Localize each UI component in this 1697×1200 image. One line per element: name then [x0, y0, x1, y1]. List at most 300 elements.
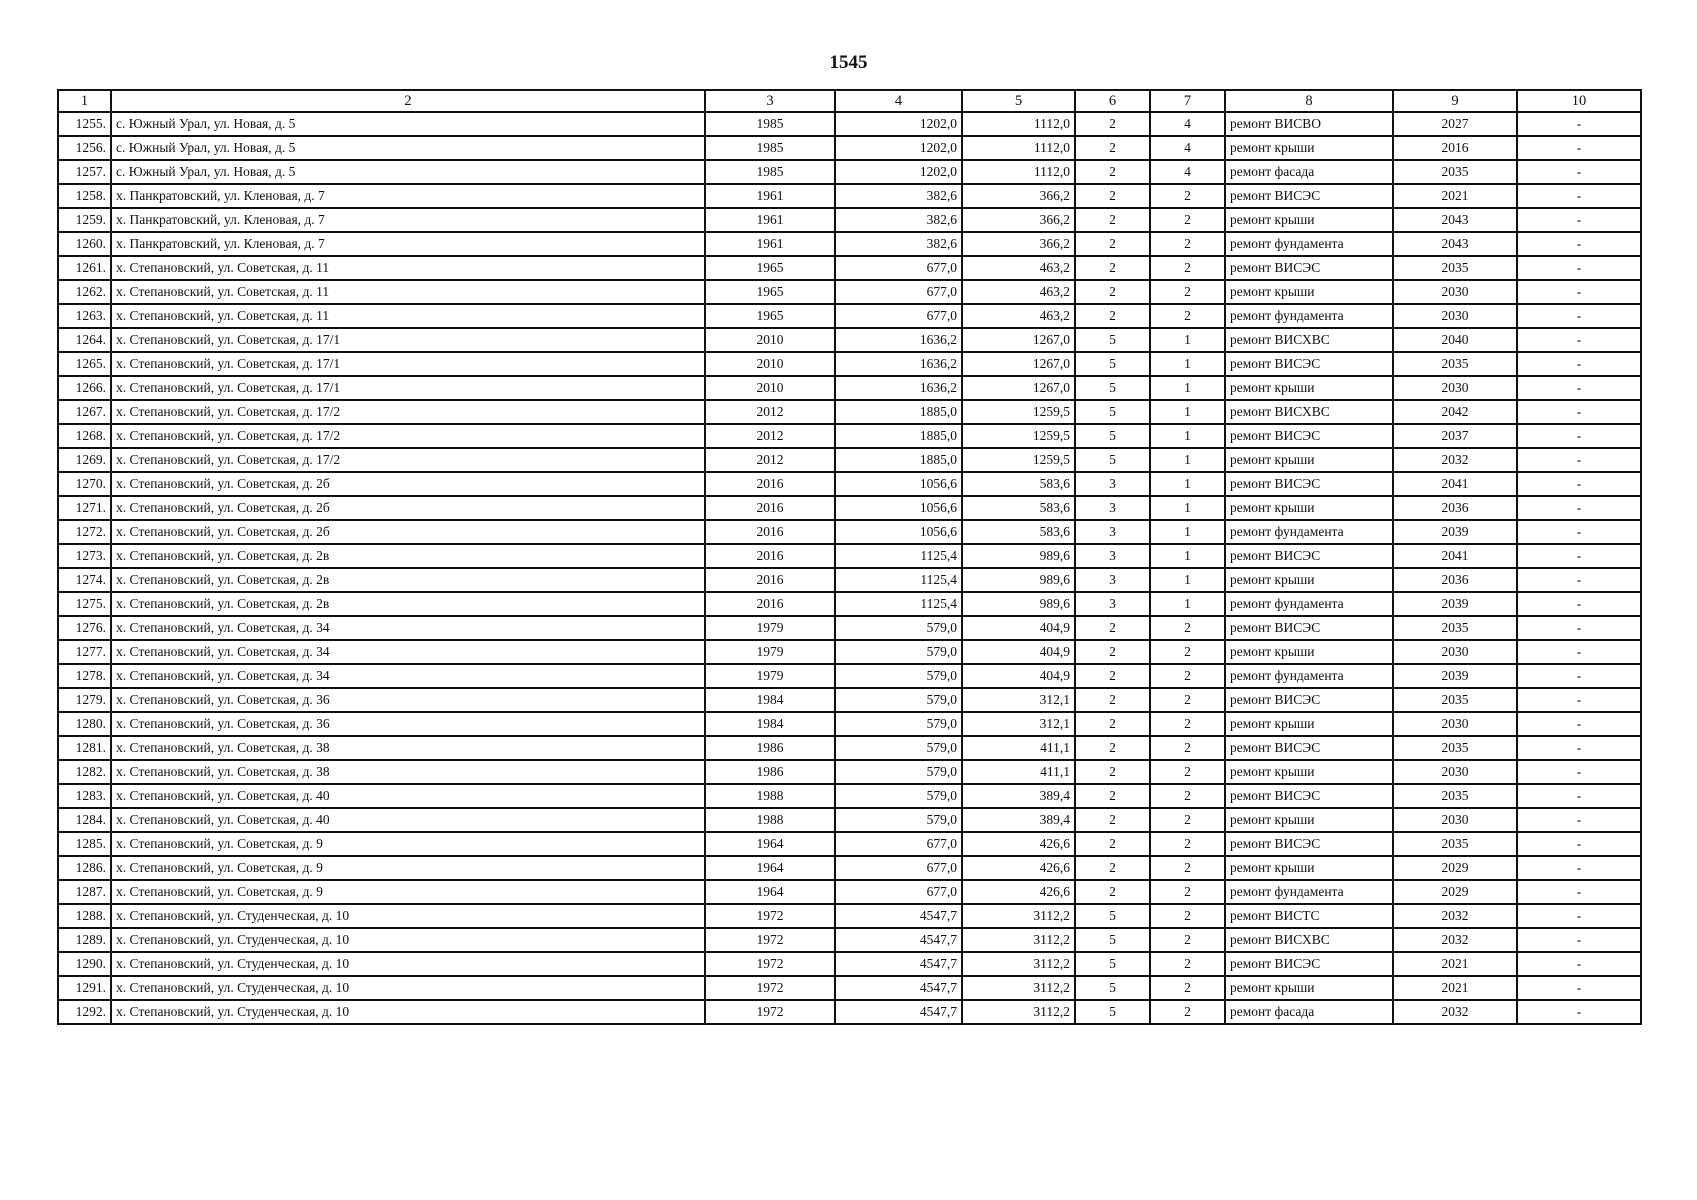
- work-type-cell: ремонт крыши: [1225, 280, 1393, 304]
- entrances-cell: 1: [1150, 472, 1225, 496]
- planned-year-cell: 2032: [1393, 448, 1517, 472]
- planned-year-cell: 2021: [1393, 184, 1517, 208]
- table-row: [58, 808, 1641, 832]
- work-type-cell: ремонт ВИСЭС: [1225, 616, 1393, 640]
- year-cell: 1986: [705, 760, 835, 784]
- floors-cell: 2: [1075, 256, 1150, 280]
- row-number-cell: 1278.: [58, 664, 111, 688]
- entrances-cell: 2: [1150, 976, 1225, 1000]
- table-row: [58, 304, 1641, 328]
- note-cell: -: [1517, 832, 1641, 856]
- living-area-cell: 3112,2: [962, 1000, 1075, 1024]
- planned-year-cell: 2041: [1393, 544, 1517, 568]
- address-cell: х. Панкратовский, ул. Кленовая, д. 7: [111, 208, 705, 232]
- table-row: [58, 904, 1641, 928]
- living-area-cell: 312,1: [962, 712, 1075, 736]
- table-row: [58, 832, 1641, 856]
- work-type-cell: ремонт крыши: [1225, 376, 1393, 400]
- entrances-cell: 1: [1150, 424, 1225, 448]
- work-type-cell: ремонт ВИСТС: [1225, 904, 1393, 928]
- entrances-cell: 4: [1150, 136, 1225, 160]
- planned-year-cell: 2035: [1393, 832, 1517, 856]
- address-cell: х. Степановский, ул. Советская, д. 11: [111, 256, 705, 280]
- work-type-cell: ремонт крыши: [1225, 712, 1393, 736]
- floors-cell: 5: [1075, 976, 1150, 1000]
- column-header: 5: [962, 90, 1075, 112]
- note-cell: -: [1517, 472, 1641, 496]
- address-cell: с. Южный Урал, ул. Новая, д. 5: [111, 136, 705, 160]
- total-area-cell: 4547,7: [835, 904, 962, 928]
- planned-year-cell: 2039: [1393, 520, 1517, 544]
- work-type-cell: ремонт ВИСЭС: [1225, 688, 1393, 712]
- planned-year-cell: 2021: [1393, 976, 1517, 1000]
- entrances-cell: 2: [1150, 688, 1225, 712]
- row-number-cell: 1290.: [58, 952, 111, 976]
- note-cell: -: [1517, 952, 1641, 976]
- table-row: [58, 376, 1641, 400]
- total-area-cell: 382,6: [835, 232, 962, 256]
- planned-year-cell: 2035: [1393, 160, 1517, 184]
- living-area-cell: 989,6: [962, 592, 1075, 616]
- year-cell: 2016: [705, 568, 835, 592]
- entrances-cell: 2: [1150, 616, 1225, 640]
- year-cell: 2012: [705, 424, 835, 448]
- table-row: [58, 592, 1641, 616]
- entrances-cell: 2: [1150, 904, 1225, 928]
- entrances-cell: 1: [1150, 568, 1225, 592]
- note-cell: -: [1517, 520, 1641, 544]
- floors-cell: 2: [1075, 640, 1150, 664]
- address-cell: х. Степановский, ул. Студенческая, д. 10: [111, 952, 705, 976]
- floors-cell: 5: [1075, 352, 1150, 376]
- planned-year-cell: 2030: [1393, 640, 1517, 664]
- note-cell: -: [1517, 760, 1641, 784]
- entrances-cell: 2: [1150, 664, 1225, 688]
- row-number-cell: 1262.: [58, 280, 111, 304]
- living-area-cell: 1267,0: [962, 352, 1075, 376]
- table-row: [58, 640, 1641, 664]
- column-header: 6: [1075, 90, 1150, 112]
- note-cell: -: [1517, 400, 1641, 424]
- row-number-cell: 1269.: [58, 448, 111, 472]
- floors-cell: 5: [1075, 448, 1150, 472]
- table-row: [58, 472, 1641, 496]
- work-type-cell: ремонт ВИСЭС: [1225, 736, 1393, 760]
- note-cell: -: [1517, 232, 1641, 256]
- living-area-cell: 463,2: [962, 256, 1075, 280]
- table-row: [58, 400, 1641, 424]
- planned-year-cell: 2043: [1393, 208, 1517, 232]
- floors-cell: 2: [1075, 112, 1150, 136]
- row-number-cell: 1266.: [58, 376, 111, 400]
- planned-year-cell: 2035: [1393, 256, 1517, 280]
- planned-year-cell: 2030: [1393, 808, 1517, 832]
- work-type-cell: ремонт ВИСЭС: [1225, 472, 1393, 496]
- row-number-cell: 1284.: [58, 808, 111, 832]
- table-row: [58, 976, 1641, 1000]
- address-cell: с. Южный Урал, ул. Новая, д. 5: [111, 112, 705, 136]
- total-area-cell: 579,0: [835, 808, 962, 832]
- living-area-cell: 583,6: [962, 520, 1075, 544]
- entrances-cell: 2: [1150, 640, 1225, 664]
- address-cell: х. Степановский, ул. Советская, д. 38: [111, 736, 705, 760]
- note-cell: -: [1517, 616, 1641, 640]
- planned-year-cell: 2039: [1393, 664, 1517, 688]
- year-cell: 1979: [705, 664, 835, 688]
- row-number-cell: 1291.: [58, 976, 111, 1000]
- floors-cell: 2: [1075, 616, 1150, 640]
- row-number-cell: 1271.: [58, 496, 111, 520]
- year-cell: 1964: [705, 832, 835, 856]
- table-row: [58, 112, 1641, 136]
- table-row: [58, 424, 1641, 448]
- table-row: [58, 784, 1641, 808]
- address-cell: х. Степановский, ул. Советская, д. 2в: [111, 544, 705, 568]
- work-type-cell: ремонт фундамента: [1225, 304, 1393, 328]
- floors-cell: 5: [1075, 328, 1150, 352]
- year-cell: 2016: [705, 544, 835, 568]
- row-number-cell: 1256.: [58, 136, 111, 160]
- total-area-cell: 4547,7: [835, 1000, 962, 1024]
- year-cell: 1972: [705, 928, 835, 952]
- year-cell: 1961: [705, 184, 835, 208]
- year-cell: 1965: [705, 256, 835, 280]
- year-cell: 1961: [705, 208, 835, 232]
- entrances-cell: 4: [1150, 112, 1225, 136]
- total-area-cell: 1056,6: [835, 496, 962, 520]
- work-type-cell: ремонт фасада: [1225, 1000, 1393, 1024]
- living-area-cell: 1112,0: [962, 160, 1075, 184]
- column-header: 8: [1225, 90, 1393, 112]
- table-row: [58, 760, 1641, 784]
- entrances-cell: 2: [1150, 784, 1225, 808]
- column-header: 4: [835, 90, 962, 112]
- note-cell: -: [1517, 496, 1641, 520]
- total-area-cell: 579,0: [835, 712, 962, 736]
- table-body: [58, 112, 1641, 1024]
- note-cell: -: [1517, 664, 1641, 688]
- work-type-cell: ремонт ВИСЭС: [1225, 184, 1393, 208]
- address-cell: х. Степановский, ул. Советская, д. 2в: [111, 592, 705, 616]
- note-cell: -: [1517, 160, 1641, 184]
- living-area-cell: 1259,5: [962, 448, 1075, 472]
- year-cell: 1988: [705, 784, 835, 808]
- row-number-cell: 1283.: [58, 784, 111, 808]
- floors-cell: 5: [1075, 904, 1150, 928]
- table-row: [58, 160, 1641, 184]
- entrances-cell: 1: [1150, 592, 1225, 616]
- row-number-cell: 1270.: [58, 472, 111, 496]
- table-row: [58, 232, 1641, 256]
- floors-cell: 2: [1075, 712, 1150, 736]
- row-number-cell: 1277.: [58, 640, 111, 664]
- total-area-cell: 382,6: [835, 184, 962, 208]
- table-row: [58, 736, 1641, 760]
- entrances-cell: 1: [1150, 376, 1225, 400]
- total-area-cell: 1202,0: [835, 160, 962, 184]
- living-area-cell: 1267,0: [962, 376, 1075, 400]
- entrances-cell: 2: [1150, 952, 1225, 976]
- note-cell: -: [1517, 736, 1641, 760]
- row-number-cell: 1292.: [58, 1000, 111, 1024]
- column-header: 2: [111, 90, 705, 112]
- table-row: [58, 520, 1641, 544]
- year-cell: 1984: [705, 688, 835, 712]
- work-type-cell: ремонт крыши: [1225, 640, 1393, 664]
- planned-year-cell: 2027: [1393, 112, 1517, 136]
- address-cell: х. Степановский, ул. Советская, д. 2б: [111, 520, 705, 544]
- planned-year-cell: 2040: [1393, 328, 1517, 352]
- table-row: [58, 664, 1641, 688]
- total-area-cell: 1125,4: [835, 544, 962, 568]
- address-cell: х. Степановский, ул. Советская, д. 9: [111, 856, 705, 880]
- total-area-cell: 1202,0: [835, 136, 962, 160]
- total-area-cell: 677,0: [835, 856, 962, 880]
- row-number-cell: 1267.: [58, 400, 111, 424]
- entrances-cell: 2: [1150, 304, 1225, 328]
- living-area-cell: 404,9: [962, 616, 1075, 640]
- year-cell: 2016: [705, 520, 835, 544]
- work-type-cell: ремонт фундамента: [1225, 592, 1393, 616]
- total-area-cell: 4547,7: [835, 976, 962, 1000]
- address-cell: х. Степановский, ул. Советская, д. 36: [111, 712, 705, 736]
- column-header: 3: [705, 90, 835, 112]
- note-cell: -: [1517, 376, 1641, 400]
- living-area-cell: 411,1: [962, 736, 1075, 760]
- table-row: [58, 568, 1641, 592]
- year-cell: 1972: [705, 904, 835, 928]
- floors-cell: 2: [1075, 736, 1150, 760]
- work-type-cell: ремонт ВИСХВС: [1225, 328, 1393, 352]
- entrances-cell: 2: [1150, 880, 1225, 904]
- floors-cell: 2: [1075, 688, 1150, 712]
- entrances-cell: 1: [1150, 352, 1225, 376]
- total-area-cell: 579,0: [835, 688, 962, 712]
- address-cell: х. Степановский, ул. Студенческая, д. 10: [111, 1000, 705, 1024]
- planned-year-cell: 2029: [1393, 880, 1517, 904]
- floors-cell: 2: [1075, 760, 1150, 784]
- living-area-cell: 463,2: [962, 280, 1075, 304]
- table-row: [58, 544, 1641, 568]
- floors-cell: 2: [1075, 304, 1150, 328]
- total-area-cell: 1125,4: [835, 568, 962, 592]
- year-cell: 1964: [705, 856, 835, 880]
- entrances-cell: 2: [1150, 184, 1225, 208]
- living-area-cell: 1259,5: [962, 400, 1075, 424]
- work-type-cell: ремонт фундамента: [1225, 232, 1393, 256]
- planned-year-cell: 2032: [1393, 928, 1517, 952]
- floors-cell: 3: [1075, 472, 1150, 496]
- floors-cell: 3: [1075, 496, 1150, 520]
- planned-year-cell: 2036: [1393, 568, 1517, 592]
- total-area-cell: 677,0: [835, 280, 962, 304]
- row-number-cell: 1286.: [58, 856, 111, 880]
- address-cell: х. Степановский, ул. Советская, д. 17/1: [111, 328, 705, 352]
- page-number: 1545: [829, 52, 868, 73]
- table-row: [58, 952, 1641, 976]
- year-cell: 1979: [705, 640, 835, 664]
- note-cell: -: [1517, 304, 1641, 328]
- floors-cell: 5: [1075, 1000, 1150, 1024]
- total-area-cell: 1056,6: [835, 520, 962, 544]
- total-area-cell: 579,0: [835, 616, 962, 640]
- floors-cell: 2: [1075, 856, 1150, 880]
- living-area-cell: 426,6: [962, 856, 1075, 880]
- note-cell: -: [1517, 688, 1641, 712]
- note-cell: -: [1517, 184, 1641, 208]
- entrances-cell: 4: [1150, 160, 1225, 184]
- work-type-cell: ремонт ВИСХВС: [1225, 928, 1393, 952]
- entrances-cell: 2: [1150, 808, 1225, 832]
- table-row: [58, 328, 1641, 352]
- living-area-cell: 3112,2: [962, 952, 1075, 976]
- living-area-cell: 411,1: [962, 760, 1075, 784]
- note-cell: -: [1517, 784, 1641, 808]
- column-header: 9: [1393, 90, 1517, 112]
- year-cell: 2016: [705, 472, 835, 496]
- row-number-cell: 1268.: [58, 424, 111, 448]
- floors-cell: 2: [1075, 184, 1150, 208]
- planned-year-cell: 2042: [1393, 400, 1517, 424]
- living-area-cell: 366,2: [962, 232, 1075, 256]
- row-number-cell: 1287.: [58, 880, 111, 904]
- row-number-cell: 1264.: [58, 328, 111, 352]
- entrances-cell: 1: [1150, 328, 1225, 352]
- living-area-cell: 366,2: [962, 208, 1075, 232]
- table-row: [58, 880, 1641, 904]
- address-cell: х. Степановский, ул. Советская, д. 34: [111, 640, 705, 664]
- planned-year-cell: 2041: [1393, 472, 1517, 496]
- table-row: [58, 208, 1641, 232]
- floors-cell: 5: [1075, 400, 1150, 424]
- work-type-cell: ремонт ВИСЭС: [1225, 784, 1393, 808]
- row-number-cell: 1260.: [58, 232, 111, 256]
- note-cell: -: [1517, 256, 1641, 280]
- address-cell: х. Степановский, ул. Советская, д. 34: [111, 616, 705, 640]
- row-number-cell: 1272.: [58, 520, 111, 544]
- work-type-cell: ремонт фундамента: [1225, 880, 1393, 904]
- planned-year-cell: 2035: [1393, 736, 1517, 760]
- year-cell: 1985: [705, 112, 835, 136]
- row-number-cell: 1261.: [58, 256, 111, 280]
- row-number-cell: 1281.: [58, 736, 111, 760]
- year-cell: 2012: [705, 400, 835, 424]
- total-area-cell: 1885,0: [835, 400, 962, 424]
- entrances-cell: 2: [1150, 712, 1225, 736]
- entrances-cell: 2: [1150, 1000, 1225, 1024]
- planned-year-cell: 2030: [1393, 280, 1517, 304]
- work-type-cell: ремонт ВИСХВС: [1225, 400, 1393, 424]
- floors-cell: 2: [1075, 232, 1150, 256]
- column-header: 1: [58, 90, 111, 112]
- living-area-cell: 1267,0: [962, 328, 1075, 352]
- address-cell: х. Степановский, ул. Советская, д. 17/2: [111, 400, 705, 424]
- living-area-cell: 3112,2: [962, 904, 1075, 928]
- work-type-cell: ремонт ВИСЭС: [1225, 952, 1393, 976]
- work-type-cell: ремонт крыши: [1225, 760, 1393, 784]
- living-area-cell: 426,6: [962, 880, 1075, 904]
- planned-year-cell: 2032: [1393, 1000, 1517, 1024]
- note-cell: -: [1517, 856, 1641, 880]
- floors-cell: 5: [1075, 424, 1150, 448]
- table-row: [58, 448, 1641, 472]
- address-cell: х. Степановский, ул. Советская, д. 11: [111, 280, 705, 304]
- entrances-cell: 2: [1150, 256, 1225, 280]
- work-type-cell: ремонт ВИСЭС: [1225, 544, 1393, 568]
- address-cell: х. Степановский, ул. Советская, д. 36: [111, 688, 705, 712]
- entrances-cell: 2: [1150, 856, 1225, 880]
- work-type-cell: ремонт крыши: [1225, 856, 1393, 880]
- living-area-cell: 463,2: [962, 304, 1075, 328]
- register-table: [57, 89, 1642, 1025]
- note-cell: -: [1517, 976, 1641, 1000]
- row-number-cell: 1289.: [58, 928, 111, 952]
- address-cell: х. Степановский, ул. Советская, д. 2б: [111, 496, 705, 520]
- total-area-cell: 1202,0: [835, 112, 962, 136]
- floors-cell: 5: [1075, 928, 1150, 952]
- row-number-cell: 1288.: [58, 904, 111, 928]
- planned-year-cell: 2037: [1393, 424, 1517, 448]
- year-cell: 1985: [705, 160, 835, 184]
- note-cell: -: [1517, 880, 1641, 904]
- total-area-cell: 1636,2: [835, 328, 962, 352]
- living-area-cell: 3112,2: [962, 928, 1075, 952]
- total-area-cell: 1885,0: [835, 424, 962, 448]
- row-number-cell: 1274.: [58, 568, 111, 592]
- floors-cell: 2: [1075, 280, 1150, 304]
- row-number-cell: 1258.: [58, 184, 111, 208]
- note-cell: -: [1517, 1000, 1641, 1024]
- entrances-cell: 2: [1150, 760, 1225, 784]
- total-area-cell: 677,0: [835, 832, 962, 856]
- total-area-cell: 4547,7: [835, 952, 962, 976]
- address-cell: х. Степановский, ул. Советская, д. 17/2: [111, 448, 705, 472]
- year-cell: 2010: [705, 352, 835, 376]
- planned-year-cell: 2030: [1393, 376, 1517, 400]
- floors-cell: 3: [1075, 592, 1150, 616]
- table-row: [58, 928, 1641, 952]
- note-cell: -: [1517, 448, 1641, 472]
- planned-year-cell: 2035: [1393, 688, 1517, 712]
- planned-year-cell: 2016: [1393, 136, 1517, 160]
- row-number-cell: 1263.: [58, 304, 111, 328]
- table-row: [58, 1000, 1641, 1024]
- living-area-cell: 1112,0: [962, 136, 1075, 160]
- entrances-cell: 2: [1150, 280, 1225, 304]
- floors-cell: 2: [1075, 808, 1150, 832]
- planned-year-cell: 2036: [1393, 496, 1517, 520]
- address-cell: х. Степановский, ул. Советская, д. 40: [111, 808, 705, 832]
- entrances-cell: 2: [1150, 208, 1225, 232]
- column-header: 10: [1517, 90, 1641, 112]
- living-area-cell: 1259,5: [962, 424, 1075, 448]
- row-number-cell: 1273.: [58, 544, 111, 568]
- table-row: [58, 280, 1641, 304]
- year-cell: 1988: [705, 808, 835, 832]
- entrances-cell: 1: [1150, 448, 1225, 472]
- address-cell: х. Степановский, ул. Советская, д. 2в: [111, 568, 705, 592]
- note-cell: -: [1517, 544, 1641, 568]
- total-area-cell: 579,0: [835, 736, 962, 760]
- year-cell: 1972: [705, 1000, 835, 1024]
- total-area-cell: 1885,0: [835, 448, 962, 472]
- living-area-cell: 3112,2: [962, 976, 1075, 1000]
- work-type-cell: ремонт крыши: [1225, 136, 1393, 160]
- table-row: [58, 616, 1641, 640]
- table-row: [58, 496, 1641, 520]
- year-cell: 2016: [705, 496, 835, 520]
- total-area-cell: 677,0: [835, 256, 962, 280]
